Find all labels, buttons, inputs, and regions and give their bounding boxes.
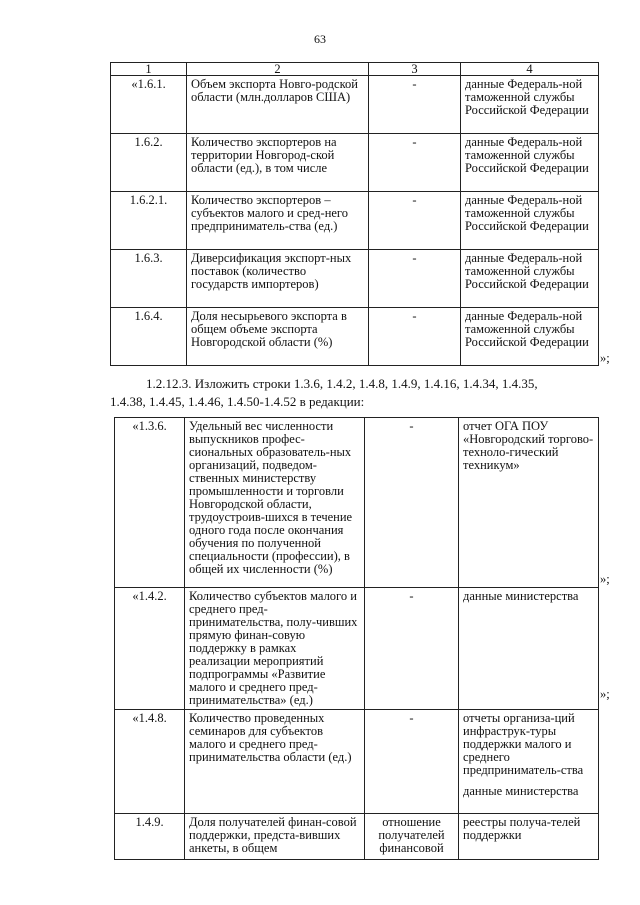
row-description: Количество субъектов малого и среднего пред-принимательства, полу-чивших прямую финан-совую поддержку в рамках реализации мероприятий подпрограммы «Развитие малого и среднего пред-принимательства» (ед.) bbox=[185, 588, 365, 710]
closing-quote-marker: »; bbox=[600, 351, 610, 365]
row-col3: - bbox=[365, 418, 459, 588]
row-number: «1.6.1. bbox=[111, 76, 187, 134]
row-source: данные министерства bbox=[459, 588, 599, 710]
row-number: 1.6.2. bbox=[111, 134, 187, 192]
table-row bbox=[115, 418, 599, 588]
table-amended-indicators bbox=[114, 417, 599, 860]
table-row bbox=[115, 710, 599, 814]
row-col3: - bbox=[365, 588, 459, 710]
page-number: 63 bbox=[314, 32, 326, 46]
row-source-secondary: данные министерства bbox=[463, 784, 579, 798]
header-cell: 4 bbox=[461, 63, 599, 76]
row-description: Количество проведенных семинаров для субъектов малого и среднего пред-принимательства области (ед.) bbox=[185, 710, 365, 814]
header-cell: 2 bbox=[187, 63, 369, 76]
amendment-paragraph bbox=[110, 375, 610, 411]
row-description: Диверсификация экспорт-ных поставок (количество государств импортеров) bbox=[187, 250, 369, 308]
row-col3: - bbox=[369, 192, 461, 250]
table-row bbox=[111, 192, 599, 250]
row-number: 1.6.4. bbox=[111, 308, 187, 366]
header-cell: 1 bbox=[111, 63, 187, 76]
table-row bbox=[111, 76, 599, 134]
row-source: данные Федераль-ной таможенной службы Российской Федерации bbox=[461, 192, 599, 250]
row-description: Доля получателей финан-совой поддержки, предста-вивших анкеты, в общем bbox=[185, 814, 365, 860]
row-source: данные Федераль-ной таможенной службы Российской Федерации bbox=[461, 134, 599, 192]
table-row bbox=[115, 588, 599, 710]
table-header-row bbox=[111, 63, 599, 76]
row-description: Количество экспортеров – субъектов малого и сред-него предприниматель-ства (ед.) bbox=[187, 192, 369, 250]
row-number: «1.3.6. bbox=[115, 418, 185, 588]
row-description: Количество экспортеров на территории Новгород-ской области (ед.), в том числе bbox=[187, 134, 369, 192]
table-row bbox=[111, 134, 599, 192]
paragraph-line: 1.4.38, 1.4.45, 1.4.46, 1.4.50-1.4.52 в редакции: bbox=[110, 394, 365, 409]
row-description: Удельный вес численности выпускников профес-сиональных образователь-ных организаций, подведом-ственных министерству промышленности и торговли Новгородской области, трудоустроив-шихся в течение одного года после окончания обучения по полученной специальности (профессии), в общей их численности (%) bbox=[185, 418, 365, 588]
row-col3: - bbox=[365, 710, 459, 814]
row-description: Объем экспорта Новго-родской области (млн.долларов США) bbox=[187, 76, 369, 134]
row-number: 1.6.2.1. bbox=[111, 192, 187, 250]
table-source-indicators-export bbox=[110, 62, 599, 366]
closing-quote-marker: »; bbox=[600, 687, 610, 701]
row-number: 1.6.3. bbox=[111, 250, 187, 308]
table-row bbox=[111, 308, 599, 366]
row-source-group bbox=[459, 710, 599, 814]
table-row bbox=[111, 250, 599, 308]
header-cell: 3 bbox=[369, 63, 461, 76]
row-number: 1.4.9. bbox=[115, 814, 185, 860]
row-col3: - bbox=[369, 76, 461, 134]
row-col3: - bbox=[369, 250, 461, 308]
row-source: реестры получа-телей поддержки bbox=[459, 814, 599, 860]
closing-quote-marker: »; bbox=[600, 572, 610, 586]
row-number: «1.4.2. bbox=[115, 588, 185, 710]
row-col3: - bbox=[369, 134, 461, 192]
row-source: данные Федераль-ной таможенной службы Российской Федерации bbox=[461, 308, 599, 366]
paragraph-line: 1.2.12.3. Изложить строки 1.3.6, 1.4.2, 1.4.8, 1.4.9, 1.4.16, 1.4.34, 1.4.35, bbox=[146, 376, 538, 391]
row-col3: - bbox=[369, 308, 461, 366]
row-number: «1.4.8. bbox=[115, 710, 185, 814]
row-source: данные Федераль-ной таможенной службы Российской Федерации bbox=[461, 250, 599, 308]
row-source: отчет ОГА ПОУ «Новгородский торгово-техноло-гический техникум» bbox=[459, 418, 599, 588]
row-source: данные Федераль-ной таможенной службы Российской Федерации bbox=[461, 76, 599, 134]
table-row bbox=[115, 814, 599, 860]
row-source: отчеты организа-ций инфраструк-туры поддержки малого и среднего предприниматель-ства bbox=[463, 711, 584, 777]
row-description: Доля несырьевого экспорта в общем объеме экспорта Новгородской области (%) bbox=[187, 308, 369, 366]
row-col3: отношение получателей финансовой bbox=[365, 814, 459, 860]
